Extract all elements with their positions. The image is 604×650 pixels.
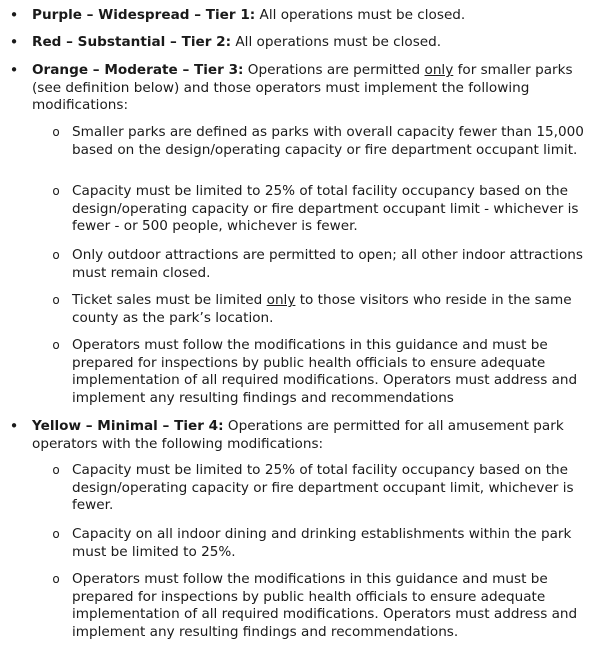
tier-text-pre: Operations are permitted — [243, 62, 425, 78]
tier-purple — [9, 6, 592, 25]
sub-item-text: Capacity must be limited to 25% of total facility occupancy based on the design/operating capacity or fire department occupant limit - whichever is fewer - or 500 people, whichever is fewer. — [72, 183, 579, 235]
sub-item-text: Operators must follow the modifications in this guidance and must be prepared for inspections by public health officials to ensure adequate implementation of all required modifications. Operators must address and implement any resulting findings and recommendations. — [72, 571, 578, 640]
circle-bullet-icon: o — [52, 527, 60, 541]
circle-bullet-icon: o — [52, 338, 60, 352]
tier-text: Operations are permitted for all amusement park operators with the following modifications: — [32, 418, 564, 452]
circle-bullet-icon: o — [52, 293, 60, 307]
tier-red — [9, 33, 592, 52]
sub-item-text: Only outdoor attractions are permitted to open; all other indoor attractions must remain closed. — [72, 247, 583, 281]
sub-item — [52, 292, 592, 327]
circle-bullet-icon: o — [52, 184, 60, 198]
tier-text: All operations must be closed. — [255, 7, 466, 23]
circle-bullet-icon: o — [52, 125, 60, 139]
sub-item — [52, 462, 592, 515]
tier-label: Orange – Moderate – Tier 3: — [32, 62, 244, 78]
bullet-icon: • — [9, 417, 19, 435]
sub-item-text: Capacity on all indoor dining and drinking establishments within the park must be limited to 25%. — [72, 526, 572, 560]
sub-item-text: Smaller parks are defined as parks with overall capacity fewer than 15,000 based on the design/operating capacity or fire department occupant limit. — [72, 124, 584, 158]
sub-item-text: Capacity must be limited to 25% of total facility occupancy based on the design/operating capacity or fire department occupant limit, whichever is fewer. — [72, 462, 574, 514]
sub-item — [52, 247, 592, 282]
sub-item — [52, 337, 592, 407]
tier-text-post: for smaller parks (see definition below) and those operators must implement the following modifications: — [32, 62, 573, 114]
sub-item-text-pre: Ticket sales must be limited — [72, 292, 267, 308]
circle-bullet-icon: o — [52, 463, 60, 477]
tier-label: Red – Substantial – Tier 2: — [32, 34, 232, 50]
bullet-icon: • — [9, 6, 19, 24]
circle-bullet-icon: o — [52, 572, 60, 586]
tier-label: Purple – Widespread – Tier 1: — [32, 7, 256, 23]
sub-item — [52, 571, 592, 641]
sub-item — [52, 124, 592, 159]
sub-item — [52, 526, 592, 561]
tier-text: All operations must be closed. — [231, 34, 442, 50]
sub-item — [52, 183, 592, 236]
tier-text-emphasis: only — [424, 62, 454, 78]
circle-bullet-icon: o — [52, 248, 60, 262]
sub-item-emphasis: only — [266, 292, 296, 308]
tier-label: Yellow – Minimal – Tier 4: — [32, 418, 224, 434]
sub-item-text: Operators must follow the modifications in this guidance and must be prepared for inspections by public health officials to ensure adequate implementation of all required modifications. Operators must address and implement any resulting findings and recommendations — [72, 337, 578, 406]
bullet-icon: • — [9, 33, 19, 51]
bullet-icon: • — [9, 61, 19, 79]
tier-yellow — [9, 417, 592, 453]
tier-orange — [9, 61, 592, 115]
sub-item-text-post: to those visitors who reside in the same county as the park’s location. — [72, 292, 572, 326]
